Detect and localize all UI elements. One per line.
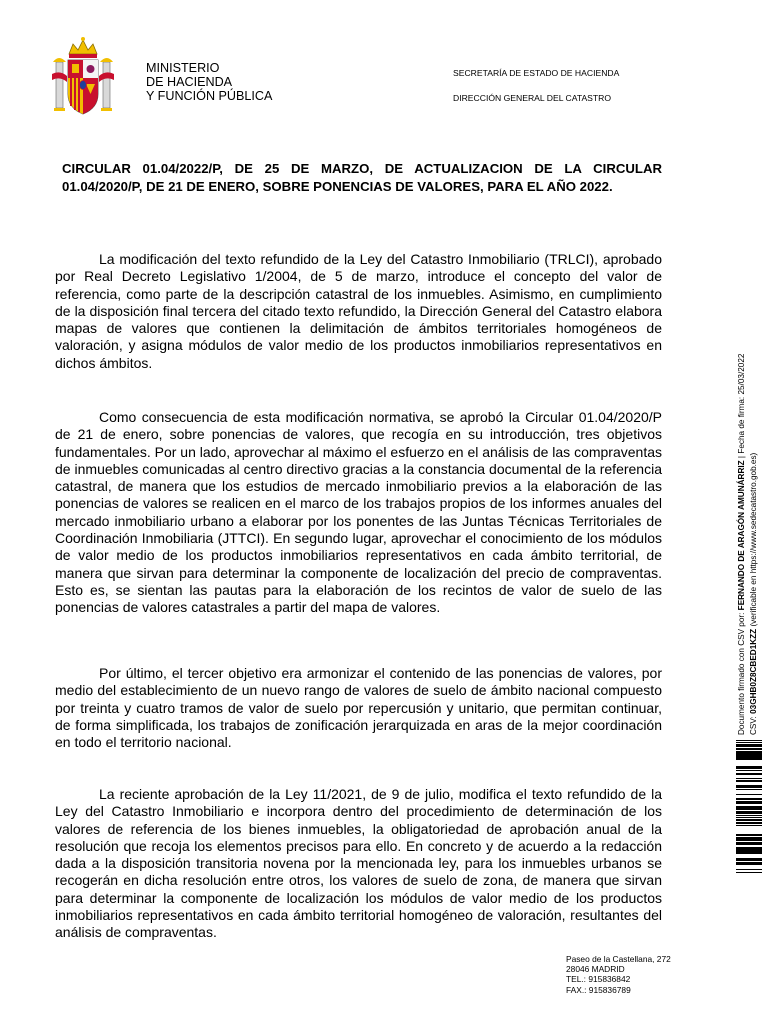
barcode-bar — [736, 839, 762, 841]
barcode-bar — [736, 745, 762, 747]
ministry-line: DE HACIENDA — [146, 75, 233, 89]
barcode-bar — [736, 834, 762, 835]
barcode-bar — [736, 842, 762, 845]
barcode-bar — [736, 862, 762, 865]
barcode-bar — [736, 801, 762, 804]
barcode-bar — [736, 752, 762, 754]
barcode-bar — [736, 806, 762, 809]
barcode-bar — [736, 869, 762, 870]
barcode-bar — [736, 872, 762, 873]
barcode-bar — [736, 809, 762, 810]
footer-line: FAX.: 915836789 — [566, 984, 631, 995]
barcode-bar — [736, 766, 762, 769]
barcode-bar — [736, 825, 762, 826]
barcode-bar — [736, 757, 762, 758]
footer-line: Paseo de la Castellana, 272 — [566, 954, 671, 964]
ministry-name — [146, 61, 272, 103]
barcode-bar — [736, 778, 762, 779]
body-paragraph: La reciente aprobación de la Ley 11/2021, de 9 de julio, modifica el texto refundido de la Ley del Catastro Inmobiliario e incorpora dentro del procedimiento de determinación de los valores de referencia de los bienes inmuebles, la obligatoriedad de aprobación anual de la resolución que recoja los elementos precisos para ello. En concreto y de acuerdo a la redacción dada a la disposición transitoria novena por la mencionada ley, para los inmuebles urbanos se recogerán en dicha resolución entre otros, los valores de suelo de zona, de manera que sirvan para determinar la componente de localización los módulos de valor medio de los productos inmobiliarios representativos en cada ámbito territorial homogéneo de valoración, resultantes del análisis de compraventas. — [55, 786, 662, 941]
barcode-bar — [736, 758, 762, 759]
barcode-bar — [736, 798, 762, 800]
body-paragraph: Como consecuencia de esta modificación normativa, se aprobó la Circular 01.04/2020/P de 21 de enero, sobre ponencias de valores, que recogía en su introducción, tres objetivos fundamentales. Por un lado, aprovechar al máximo el esfuerzo en el análisis de las compraventas de inmuebles comunicadas al centro directivo gracias a la constancia documental de la referencia catastral, de manera que los estudios de mercado inmobiliario previos a la elaboración de las ponencias de valores se realicen en el marco de los trabajos propios de los informes anuales del mercado inmobiliario urbano a elaborar por los ponentes de las Juntas Técnicas Territoriales de Coordinación Inmobiliaria (JTTCI). En segundo lugar, aprovechar el conocimiento de los módulos de valor medio de los productos inmobiliarios representativos en cada ámbito territorial, de manera que sirvan para determinar la componente de localización del precio de compraventas. Esto es, se sientan las pautas para la elaboración de los recintos de valor de suelo de las ponencias de valores catastrales a partir del mapa de valores. — [55, 409, 662, 616]
crown-icon — [69, 37, 97, 58]
ministry-line: MINISTERIO — [146, 61, 220, 75]
body-paragraph: La modificación del texto refundido de la Ley del Catastro Inmobiliario (TRLCI), aprobado por Real Decreto Legislativo 1/2004, de 5 de marzo, introduce el concepto del valor de referencia, como parte de la descripción catastral de los inmuebles. Asimismo, en cumplimiento de la disposición final tercera del citado texto refundido, la Dirección General del Catastro elabora mapas de valores que contienen la delimitación de ámbitos territoriales homogéneos de valoración, y asigna módulos de valor medio de los productos inmobiliarios representativos en dichos ámbitos. — [55, 251, 662, 371]
coat-of-arms-icon — [51, 36, 115, 120]
direccion-label: DIRECCIÓN GENERAL DEL CATASTRO — [453, 93, 612, 103]
signer-name: FERNANDO DE ARAGÓN AMUNÁRRIZ — [737, 460, 746, 611]
pillar-left-icon — [52, 58, 67, 111]
barcode-bar — [736, 785, 762, 788]
secretaria-label: SECRETARÍA DE ESTADO DE HACIENDA — [453, 68, 620, 78]
csv-line: CSV: 03GHB0Z8CBED1KZZ (verificable en https://www.sedecatastro.gob.es) — [749, 452, 758, 735]
body-paragraph: Por último, el tercer objetivo era armonizar el contenido de las ponencias de valores, por medio del establecimiento de un nuevo rango de valores de suelo de ámbito nacional compuesto por treinta y cuatro tramos de valor de suelo por repercusión y unitario, que permitan continuar, de forma simplificada, los trabajos de zonificación jerarquizada en aras de la mejor coordinación en todo el territorio nacional. — [55, 665, 662, 751]
barcode-bar — [736, 751, 762, 752]
barcode-bar — [736, 770, 762, 771]
barcode-bar — [736, 759, 762, 760]
barcode-bar — [736, 755, 762, 757]
barcode-bar — [736, 789, 762, 790]
document-title: CIRCULAR 01.04/2022/P, DE 25 DE MARZO, DE ACTUALIZACION DE LA CIRCULAR 01.04/2020/P, DE 21 DE ENERO, SOBRE PONENCIAS DE VALORES, PARA EL AÑO 2022. — [62, 161, 662, 194]
pillar-right-icon — [99, 58, 114, 111]
footer-line: 28046 MADRID — [566, 964, 625, 975]
barcode-bar — [736, 822, 762, 824]
address-footer — [566, 954, 671, 995]
footer-line: TEL.: 915836842 — [566, 974, 631, 985]
barcode-bar — [736, 754, 762, 755]
barcode-icon — [736, 740, 762, 873]
barcode-bar — [736, 815, 762, 816]
barcode-bar — [736, 817, 762, 818]
barcode-bar — [736, 837, 762, 838]
signature-line: Documento firmado con CSV por: FERNANDO DE ARAGÓN AMUNÁRRIZ | Fecha de firma: 25/03/2022 — [737, 353, 746, 735]
barcode-bar — [736, 838, 762, 839]
barcode-bar — [736, 740, 762, 741]
barcode-bar — [736, 851, 762, 854]
signature-sidebar — [736, 305, 766, 735]
barcode-bar — [736, 773, 762, 775]
barcode-bar — [736, 794, 762, 795]
shield-icon — [68, 60, 98, 114]
ministry-line: Y FUNCIÓN PÚBLICA — [146, 89, 273, 103]
barcode-bar — [736, 780, 762, 782]
barcode-bar — [736, 819, 762, 821]
barcode-bar — [736, 748, 762, 750]
barcode-bar — [736, 847, 762, 848]
barcode-bar — [736, 742, 762, 743]
barcode-bar — [736, 744, 762, 745]
barcode-bar — [736, 812, 762, 814]
csv-code: 03GHB0Z8CBED1KZZ — [749, 628, 758, 714]
barcode-bar — [736, 835, 762, 836]
barcode-bar — [736, 858, 762, 861]
barcode-bar — [736, 811, 762, 812]
barcode-bar — [736, 848, 762, 851]
